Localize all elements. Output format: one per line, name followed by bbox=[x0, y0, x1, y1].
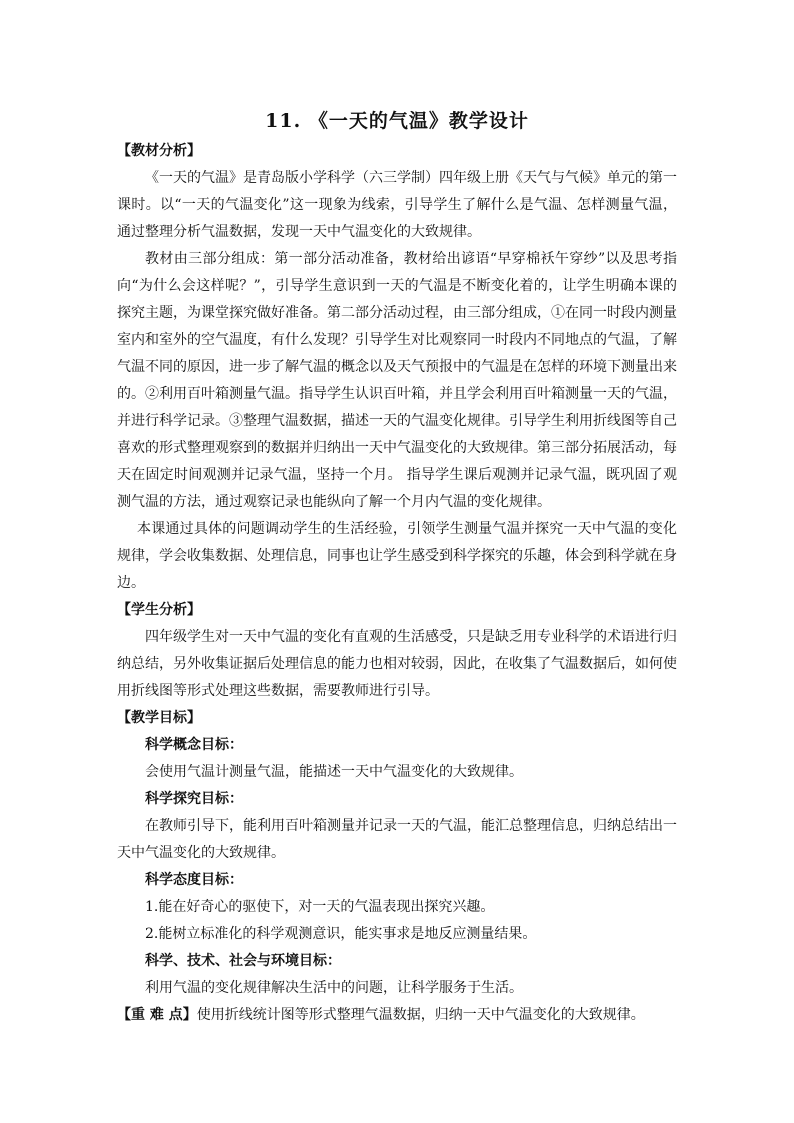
goal-text-sts: 利用气温的变化规律解决生活中的问题，让科学服务于生活。 bbox=[145, 980, 523, 996]
textbook-analysis-paragraph-2: 教材由三部分组成：第一部分活动准备，教材给出谚语“早穿棉袄午穿纱”以及思考指向“为什么会这样呢？”，引导学生意识到一天的气温是不断变化着的，让学生明确本课的探究主题，为课堂探究做好准备。第二部分活动过程，由三部分组成，①在同一时段内测量室内和室外的空气温度，有什么发现？引导学生对比观察同一时段内不同地点的气温，了解气温不同的原因，进一步了解气温的概念以及天气预报中的气温是在怎样的环境下测量出来的。②利用百叶箱测量气温。指导学生认识百叶箱，并且学会利用百叶箱测量一天的气温，并进行科学记录。③整理气温数据，描述一天的气温变化规律。引导学生利用折线图等自己喜欢的形式整理观察到的数据并归纳出一天中气温变化的大致规律。第三部分拓展活动，每天在固定时间观测并记录气温，坚持一个月。 指导学生课后观测并记录气温，既巩固了观测气温的方法，通过观察记录也能纵向了解一个月内气温的变化规律。 bbox=[117, 251, 677, 510]
goal-label-sts: 科学、技术、社会与环境目标： bbox=[145, 953, 341, 969]
goal-attitude-item-2: 2.能树立标准化的科学观测意识，能实事求是地反应测量结果。 bbox=[145, 926, 537, 942]
key-points-label: 【重 难 点】 bbox=[117, 1007, 197, 1023]
goal-text-concept: 会使用气温计测量气温，能描述一天中气温变化的大致规律。 bbox=[145, 764, 523, 780]
goal-label-inquiry: 科学探究目标： bbox=[145, 791, 243, 807]
goal-label-attitude: 科学态度目标： bbox=[145, 872, 243, 888]
goal-label-concept: 科学概念目标： bbox=[145, 737, 243, 753]
section-heading-textbook-analysis: 【教材分析】 bbox=[117, 143, 201, 159]
textbook-analysis-paragraph-3: 本课通过具体的问题调动学生的生活经验，引领学生测量气温并探究一天中气温的变化规律，学会收集数据、处理信息，同事也让学生感受到科学探究的乐趣，体会到科学就在身边。 bbox=[117, 521, 677, 591]
student-analysis-paragraph: 四年级学生对一天中气温的变化有直观的生活感受，只是缺乏用专业科学的术语进行归纳总结，另外收集证据后处理信息的能力也相对较弱，因此，在收集了气温数据后，如何使用折线图等形式处理这些数据，需要教师进行引导。 bbox=[117, 629, 677, 699]
key-points-text: 使用折线统计图等形式整理气温数据，归纳一天中气温变化的大致规律。 bbox=[196, 1007, 645, 1023]
key-points-line bbox=[117, 1002, 677, 1029]
goal-attitude-item-1: 1.能在好奇心的驱使下，对一天的气温表现出探究兴趣。 bbox=[145, 899, 495, 915]
textbook-analysis-paragraph-1: 《一天的气温》是青岛版小学科学（六三学制）四年级上册《天气与气候》单元的第一课时。以“一天的气温变化”这一现象为线索，引导学生了解什么是气温、怎样测量气温，通过整理分析气温数据，发现一天中气温变化的大致规律。 bbox=[117, 170, 677, 240]
section-heading-student-analysis: 【学生分析】 bbox=[117, 602, 201, 618]
document-title: 11. 《一天的气温》教学设计 bbox=[265, 110, 529, 132]
section-heading-teaching-goals: 【教学目标】 bbox=[117, 710, 201, 726]
document-page bbox=[117, 106, 677, 1029]
goal-text-inquiry: 在教师引导下，能利用百叶箱测量并记录一天的气温，能汇总整理信息，归纳总结出一天中气温变化的大致规律。 bbox=[117, 818, 677, 861]
